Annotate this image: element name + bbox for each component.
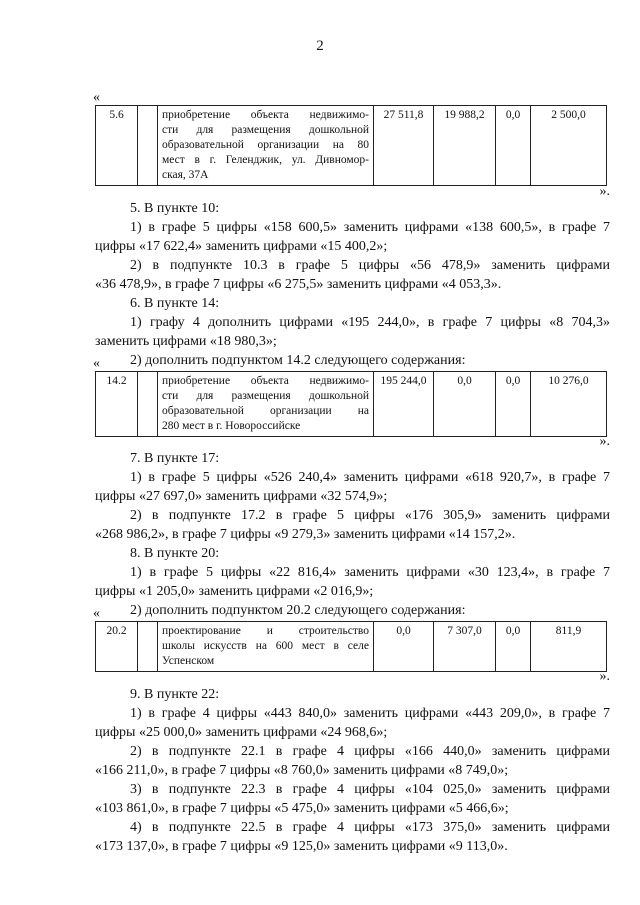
close-quote: ». bbox=[599, 434, 610, 449]
empty-cell bbox=[138, 106, 158, 186]
empty-cell bbox=[138, 622, 158, 672]
item-number: 14.2 bbox=[96, 372, 138, 437]
description-line: сти для размещения дошкольной bbox=[162, 124, 369, 136]
value-cell: 811,9 bbox=[531, 622, 607, 672]
description-line: Успенском bbox=[162, 655, 215, 667]
paragraph-line: 1) в графе 5 цифры «526 240,4» заменить цифрами «618 920,7», в графе 7 bbox=[130, 470, 610, 485]
description-line: образовательной организации на bbox=[162, 405, 369, 417]
description-line: ская, 37А bbox=[162, 169, 209, 181]
item-description bbox=[158, 622, 374, 672]
paragraph-line: 3) в подпункте 22.3 в графе 4 цифры «104 025,0» заменить цифрами bbox=[130, 782, 610, 797]
paragraph-line: 2) в подпункте 10.3 в графе 5 цифры «56 478,9» заменить цифрами bbox=[130, 258, 610, 273]
page-number: 2 bbox=[316, 38, 324, 54]
paragraph-line: цифры «27 697,0» заменить цифрами «32 574,9»; bbox=[95, 489, 388, 504]
paragraph-line: 2) дополнить подпунктом 20.2 следующего содержания: bbox=[130, 603, 466, 618]
paragraph-line: 4) в подпункте 22.5 в графе 4 цифры «173 375,0» заменить цифрами bbox=[130, 820, 610, 835]
value-cell: 0,0 bbox=[496, 372, 531, 437]
close-quote: ». bbox=[599, 184, 610, 199]
close-quote: ». bbox=[599, 669, 610, 684]
amendment-table-row bbox=[95, 621, 607, 672]
paragraph-line: 7. В пункте 17: bbox=[130, 451, 220, 466]
description-line: мест в г. Геленджик, ул. Дивномор- bbox=[162, 154, 369, 166]
description-line: образовательной организации на 80 bbox=[162, 139, 369, 151]
description-line: школы искусств на 600 мест в селе bbox=[162, 640, 369, 652]
value-cell: 19 988,2 bbox=[434, 106, 496, 186]
paragraph-line: «36 478,9», в графе 7 цифры «6 275,5» заменить цифрами «4 053,3». bbox=[95, 277, 502, 292]
item-description bbox=[158, 106, 374, 186]
description-line: проектирование и строительство bbox=[162, 625, 369, 637]
paragraph-line: 9. В пункте 22: bbox=[130, 687, 220, 702]
paragraph-line: цифры «17 622,4» заменить цифрами «15 400,2»; bbox=[95, 239, 388, 254]
open-quote: « bbox=[93, 606, 100, 621]
empty-cell bbox=[138, 372, 158, 437]
value-cell: 195 244,0 bbox=[374, 372, 434, 437]
paragraph-line: 5. В пункте 10: bbox=[130, 201, 220, 216]
paragraph-line: 1) в графе 5 цифры «158 600,5» заменить цифрами «138 600,5», в графе 7 bbox=[130, 220, 610, 235]
paragraph-line: 1) в графе 4 цифры «443 840,0» заменить цифрами «443 209,0», в графе 7 bbox=[130, 706, 610, 721]
paragraph-line: «166 211,0», в графе 7 цифры «8 760,0» заменить цифрами «8 749,0»; bbox=[95, 763, 509, 778]
value-cell: 0,0 bbox=[374, 622, 434, 672]
value-cell: 0,0 bbox=[496, 622, 531, 672]
paragraph-line: 1) в графе 5 цифры «22 816,4» заменить цифрами «30 123,4», в графе 7 bbox=[130, 565, 610, 580]
item-number: 20.2 bbox=[96, 622, 138, 672]
paragraph-line: «173 137,0», в графе 7 цифры «9 125,0» заменить цифрами «9 113,0». bbox=[95, 839, 508, 854]
paragraph-line: 2) в подпункте 17.2 в графе 5 цифры «176 305,9» заменить цифрами bbox=[130, 508, 610, 523]
paragraph-line: 2) дополнить подпунктом 14.2 следующего содержания: bbox=[130, 353, 466, 368]
description-line: приобретение объекта недвижимо- bbox=[162, 109, 369, 121]
description-line: сти для размещения дошкольной bbox=[162, 390, 369, 402]
paragraph-line: 8. В пункте 20: bbox=[130, 546, 220, 561]
paragraph-line: цифры «1 205,0» заменить цифрами «2 016,9»; bbox=[95, 584, 374, 599]
value-cell: 27 511,8 bbox=[374, 106, 434, 186]
paragraph-line: «268 986,2», в графе 7 цифры «9 279,3» заменить цифрами «14 157,2». bbox=[95, 527, 516, 542]
item-description bbox=[158, 372, 374, 437]
value-cell: 2 500,0 bbox=[531, 106, 607, 186]
value-cell: 0,0 bbox=[496, 106, 531, 186]
paragraph-line: 1) графу 4 дополнить цифрами «195 244,0», в графе 7 цифры «8 704,3» bbox=[130, 315, 610, 330]
paragraph-line: цифры «25 000,0» заменить цифрами «24 968,6»; bbox=[95, 725, 388, 740]
item-number: 5.6 bbox=[96, 106, 138, 186]
value-cell: 7 307,0 bbox=[434, 622, 496, 672]
open-quote: « bbox=[93, 90, 100, 105]
value-cell: 0,0 bbox=[434, 372, 496, 437]
paragraph-line: 2) в подпункте 22.1 в графе 4 цифры «166 440,0» заменить цифрами bbox=[130, 744, 610, 759]
description-line: приобретение объекта недвижимо- bbox=[162, 375, 369, 387]
amendment-table-row bbox=[95, 105, 607, 186]
paragraph-line: 6. В пункте 14: bbox=[130, 296, 220, 311]
paragraph-line: заменить цифрами «18 980,3»; bbox=[95, 334, 277, 349]
amendment-table-row bbox=[95, 371, 607, 437]
value-cell: 10 276,0 bbox=[531, 372, 607, 437]
description-line: 280 мест в г. Новороссийске bbox=[162, 420, 301, 432]
paragraph-line: «103 861,0», в графе 7 цифры «5 475,0» заменить цифрами «5 466,6»; bbox=[95, 801, 509, 816]
open-quote: « bbox=[93, 356, 100, 371]
